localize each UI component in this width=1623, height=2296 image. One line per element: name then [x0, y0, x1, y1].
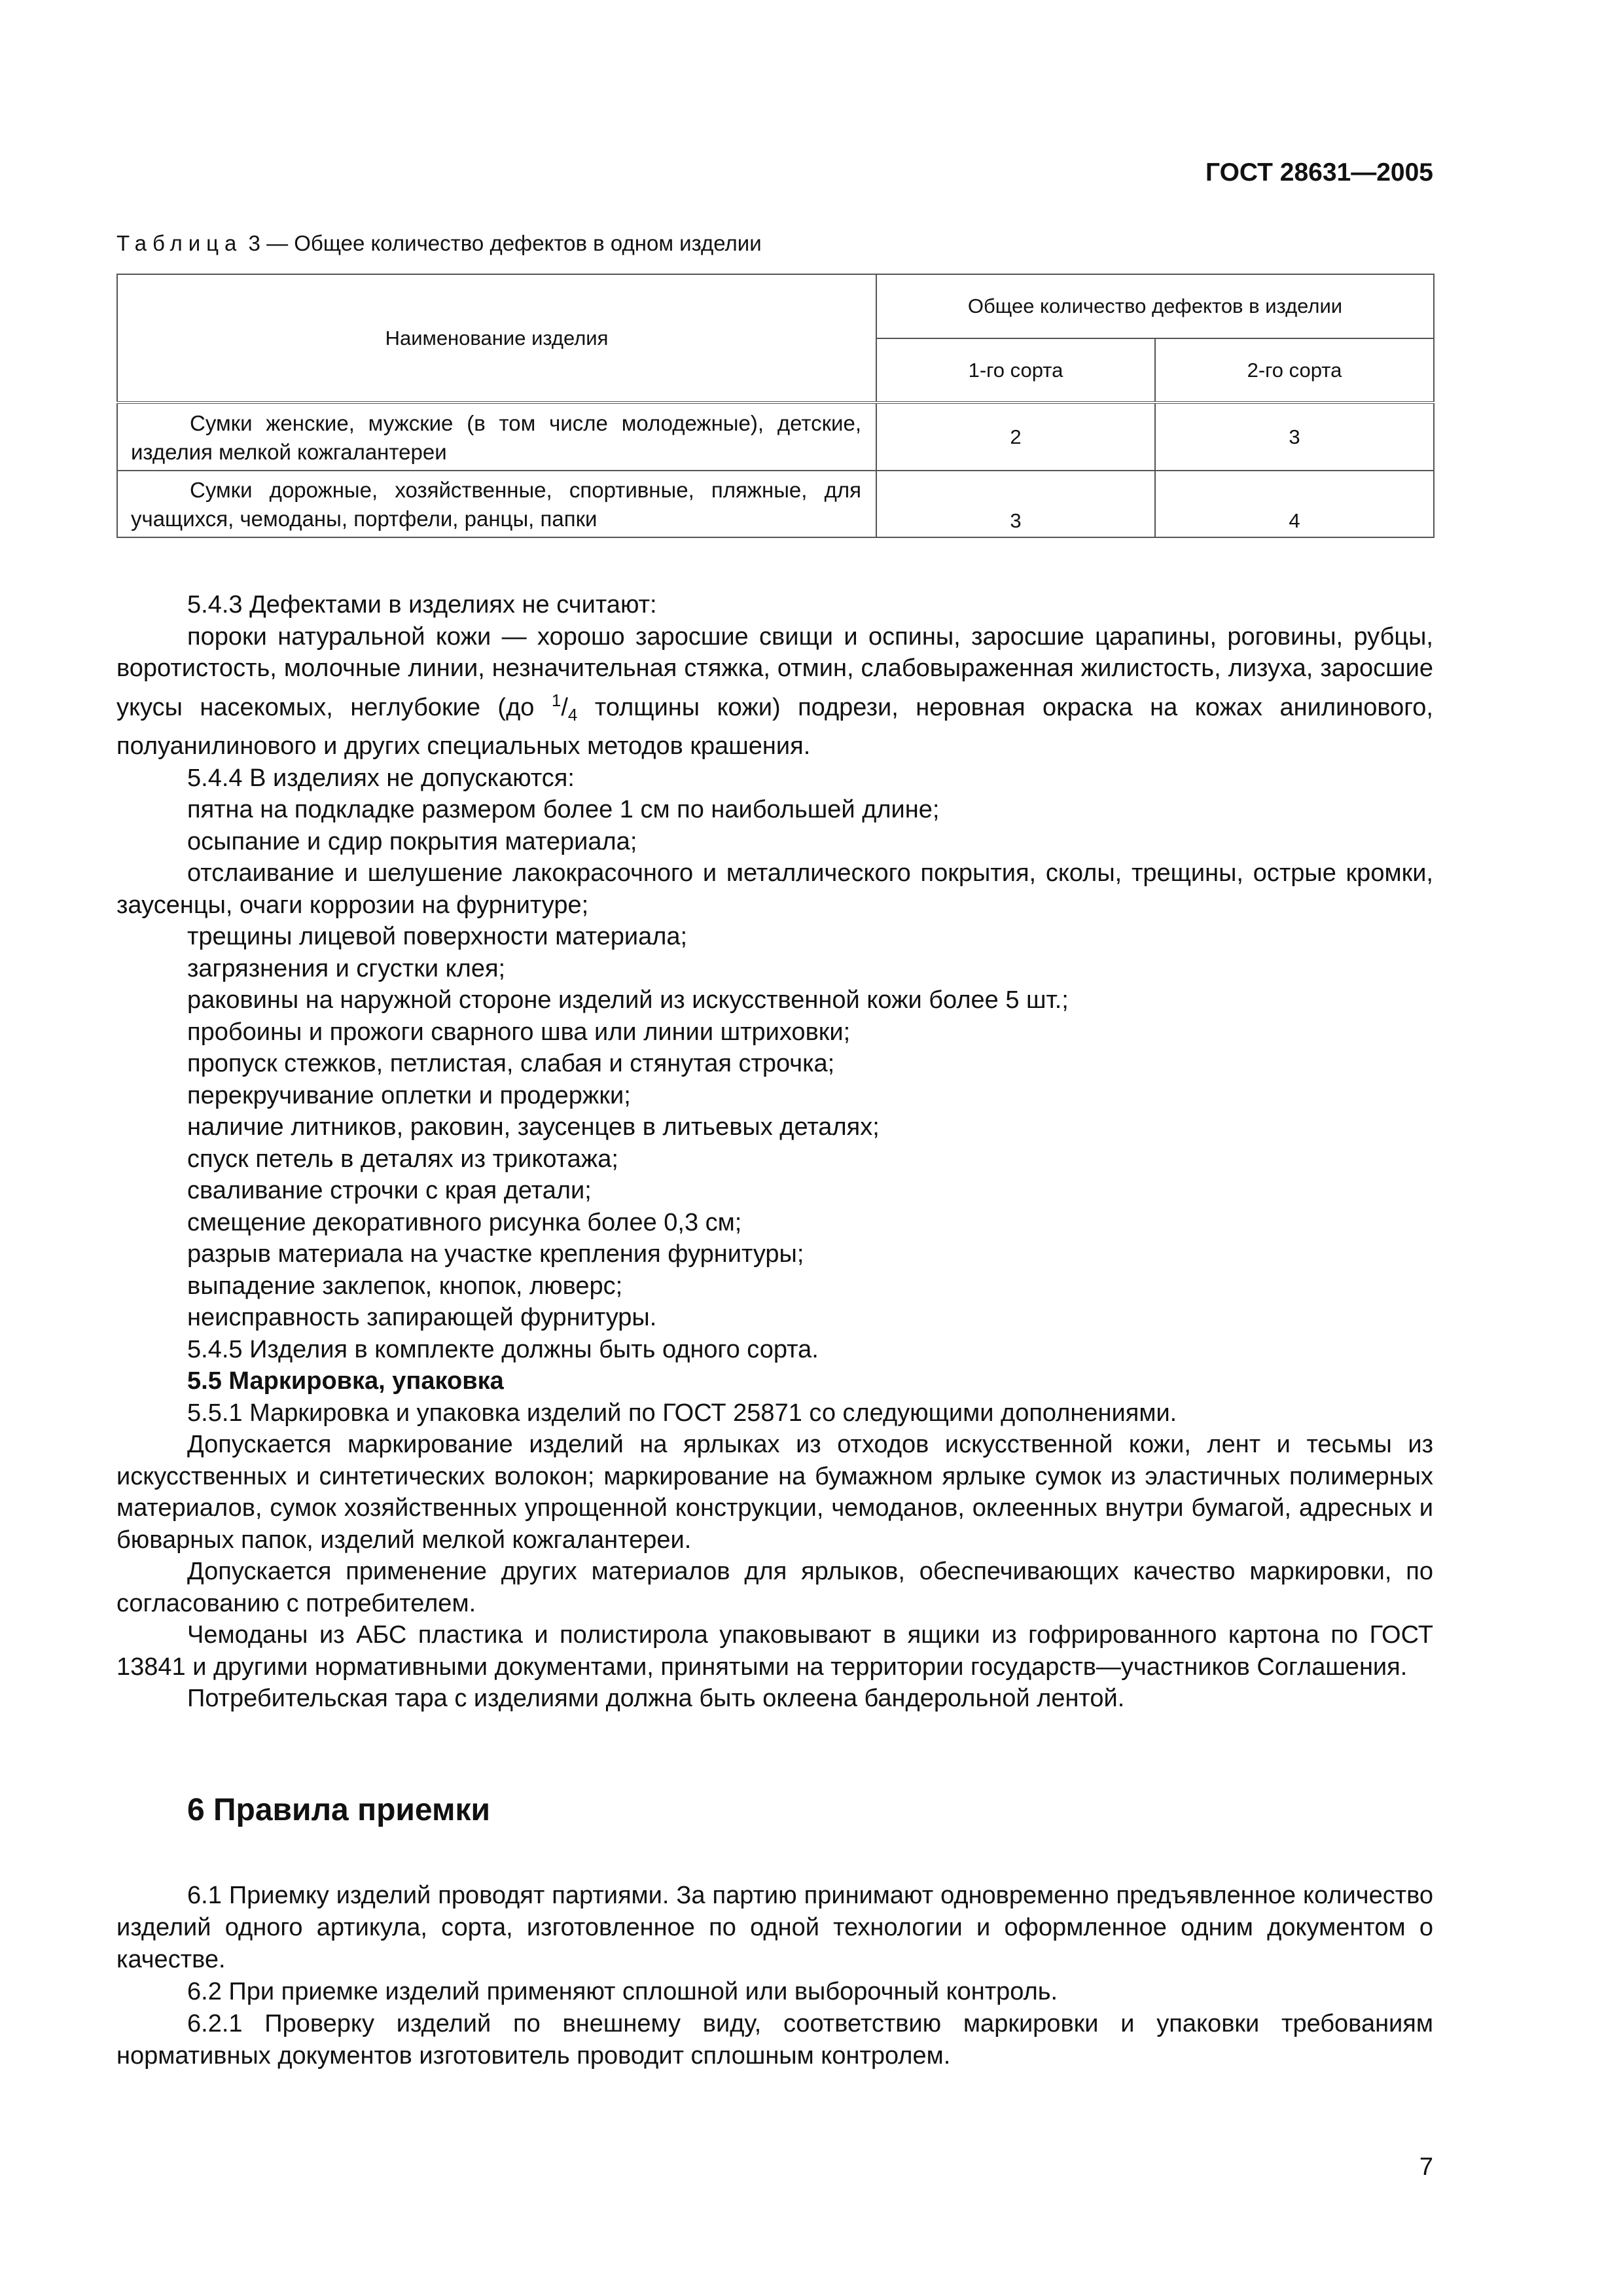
list-item: спуск петель в деталях из трикотажа; — [187, 1145, 618, 1173]
clause-5-4-4: 5.4.4 В изделиях не допускаются: — [187, 764, 575, 792]
clause-6-2-1: 6.2.1 Проверку изделий по внешнему виду, соответствию маркировки и упаковки требованиям нормативных документов изготовитель проводит сплошным контролем. — [116, 2010, 1433, 2070]
clause-5-5-1-paragraph: Допускается маркирование изделий на ярлыках из отходов искусственной кожи, лент и тесьмы из искусственных и синтетических волокон; маркирование на бумажном ярлыке сумок из эластичных полимерных материалов, сумок хозяйственных упрощенной конструкции, чемоданов, оклеенных внутри бумагой, адресных и бюварных папок, изделий мелкой кожгалантереи. — [116, 1431, 1433, 1554]
table-row — [117, 471, 1434, 537]
list-item: осыпание и сдир покрытия материала; — [187, 827, 637, 855]
clause-5-4-3: 5.4.3 Дефектами в изделиях не считают: — [187, 591, 657, 619]
list-item: смещение декоративного рисунка более 0,3 см; — [187, 1208, 742, 1236]
clause-5-4-3-text: пороки натуральной кожи — хорошо заросшие свищи и оспины, заросшие царапины, роговины, рубцы, воротистость, молочные линии, незначительная стяжка, отмин, слабовыраженная жилистость, лизуха, заросшие укусы насекомых, неглубокие (до $^1/_4$ толщины кожи) подрези, неровная окраска на кожах анилинового, полуанилинового и других специальных методов крашения. — [116, 622, 1433, 760]
list-item: раковины на наружной стороне изделий из искусственной кожи более 5 шт.; — [187, 986, 1069, 1014]
row-item-name: Сумки дорожные, хозяйственные, спортивные, пляжные, для учащихся, чемоданы, портфели, ранцы, папки — [117, 471, 876, 537]
clause-5-5-1-paragraph: Потребительская тара с изделиями должна быть оклеена бандерольной лентой. — [187, 1685, 1125, 1712]
section-heading-6: 6 Правила приемки — [187, 1793, 491, 1827]
list-item: пропуск стежков, петлистая, слабая и стянутая строчка; — [187, 1050, 835, 1077]
table-row — [117, 403, 1434, 471]
row-item-name: Сумки женские, мужские (в том числе молодежные), детские, изделия мелкой кожгалантереи — [117, 403, 876, 471]
clause-6-2: 6.2 При приемке изделий применяют сплошной или выборочный контроль. — [187, 1978, 1058, 2005]
row-grade-1-value: 2 — [876, 403, 1155, 471]
header-grade-2: 2-го сорта — [1155, 338, 1434, 403]
list-item: неисправность запирающей фурнитуры. — [187, 1304, 657, 1331]
list-item: пробоины и прожоги сварного шва или линии штриховки; — [187, 1018, 851, 1046]
table-caption-label: Таблица — [116, 231, 243, 255]
header-item-name: Наименование изделия — [117, 274, 876, 403]
list-item: пятна на подкладке размером более 1 см по наибольшей длине; — [187, 796, 940, 823]
document-code: ГОСТ 28631—2005 — [1205, 158, 1433, 187]
list-item: выпадение заклепок, кнопок, люверс; — [187, 1272, 623, 1300]
list-item: загрязнения и сгустки клея; — [187, 954, 506, 982]
clause-5-4-5: 5.4.5 Изделия в комплекте должны быть одного сорта. — [187, 1335, 819, 1363]
fraction-separator: / — [561, 693, 568, 721]
page-number: 7 — [1419, 2153, 1433, 2181]
header-grade-1: 1-го сорта — [876, 338, 1155, 403]
fraction-numerator: 1 — [551, 690, 562, 710]
row-grade-2-value: 3 — [1155, 403, 1434, 471]
defects-table — [116, 274, 1435, 538]
table-caption — [116, 231, 762, 256]
list-item: сваливание строчки с края детали; — [187, 1177, 592, 1204]
subsection-heading-5-5: 5.5 Маркировка, упаковка — [187, 1367, 504, 1395]
fraction-denominator: 4 — [567, 704, 578, 725]
clause-5-5-1-paragraph: Допускается применение других материалов для ярлыков, обеспечивающих качество маркировки, по согласованию с потребителем. — [116, 1558, 1433, 1617]
list-item: наличие литников, раковин, заусенцев в литьевых деталях; — [187, 1113, 880, 1141]
row-grade-1-value: 3 — [876, 471, 1155, 537]
body-text — [116, 589, 1433, 1715]
clause-6-1: 6.1 Приемку изделий проводят партиями. За партию принимают одновременно предъявленное количество изделий одного артикула, сорта, изготовленное по одной технологии и оформленное одним документом о качестве. — [116, 1882, 1433, 1973]
row-grade-2-value: 4 — [1155, 471, 1434, 537]
list-item: трещины лицевой поверхности материала; — [187, 923, 688, 950]
list-item: перекручивание оплетки и продержки; — [187, 1081, 631, 1109]
table-caption-text: 3 — Общее количество дефектов в одном изделии — [242, 231, 762, 255]
list-item: разрыв материала на участке крепления фурнитуры; — [187, 1240, 804, 1268]
list-item: отслаивание и шелушение лакокрасочного и металлического покрытия, сколы, трещины, острые кромки, заусенцы, очаги коррозии на фурнитуре; — [116, 859, 1433, 919]
body-text-section-6 — [116, 1880, 1433, 2072]
header-defects-total: Общее количество дефектов в изделии — [876, 274, 1434, 338]
clause-5-5-1: 5.5.1 Маркировка и упаковка изделий по ГОСТ 25871 со следующими дополнениями. — [187, 1399, 1177, 1427]
clause-5-5-1-paragraph: Чемоданы из АБС пластика и полистирола упаковывают в ящики из гофрированного картона по ГОСТ 13841 и другими нормативными документами, принятыми на территории государств—участников Соглашения. — [116, 1621, 1433, 1681]
